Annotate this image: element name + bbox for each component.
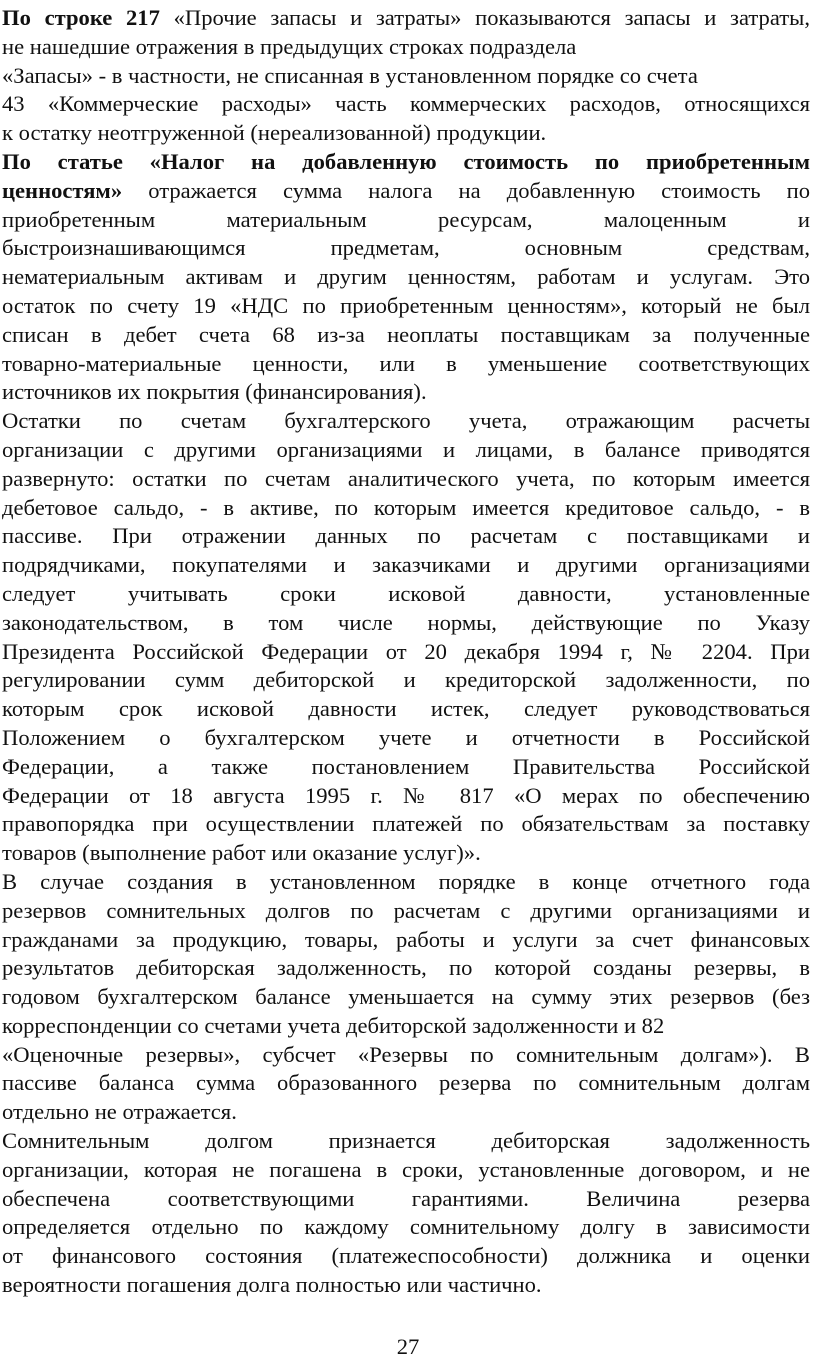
text-line: гражданами за продукцию, товары, работы и услуги за счет финансовых: [2, 926, 810, 952]
text-line: Федерации от 18 августа 1995 г. № 817 «О мерах по обеспечению: [2, 782, 810, 808]
text-line: Положением о бухгалтерском учете и отчетности в Российской: [2, 724, 810, 750]
text-line: источников их покрытия (финансирования).: [2, 379, 427, 405]
text-line: от финансового состояния (платежеспособности) должника и оценки: [2, 1243, 810, 1269]
text-line: резервов сомнительных долгов по расчетам с другими организациями и: [2, 897, 810, 923]
paragraph-doubtful-debt: [2, 1127, 810, 1300]
text-line: следует учитывать сроки исковой давности, установленные: [2, 580, 810, 606]
text-line: отдельно не отражается.: [2, 1099, 237, 1125]
text-line: не нашедшие отражения в предыдущих строках подраздела: [2, 33, 577, 59]
text-line: регулировании сумм дебиторской и кредиторской задолженности, по: [2, 667, 810, 693]
text-line: [2, 148, 810, 177]
document-body: [0, 4, 810, 1300]
text-line: корреспонденции со счетами учета дебиторской задолженности и 82: [2, 1012, 665, 1038]
page-number: 27: [396, 1334, 420, 1359]
text-line: определяется отдельно по каждому сомнительному долгу в зависимости: [2, 1214, 810, 1240]
text-line: результатов дебиторская задолженность, по которой созданы резервы, в: [2, 955, 810, 981]
text-line: к остатку неотгруженной (нереализованной) продукции.: [2, 120, 547, 146]
text-line: По строке 217 «Прочие запасы и затраты» показываются запасы и затраты,: [2, 5, 810, 30]
text-line: товаров (выполнение работ или оказание услуг)».: [2, 840, 481, 866]
text-line: организации, которая не погашена в сроки, установленные договором, и не: [2, 1156, 810, 1182]
text-line: 43 «Коммерческие расходы» часть коммерческих расходов, относящихся: [2, 91, 810, 117]
text-line: быстроизнашивающимся предметам, основным средствам,: [2, 235, 810, 261]
text-line: Сомнительным долгом признается дебиторская задолженность: [2, 1128, 810, 1154]
text-line: В случае создания в установленном порядке в конце отчетного года: [2, 868, 810, 894]
text-line: товарно-материальные ценности, или в уменьшение соответствующих: [2, 350, 810, 376]
bold-heading: ценностям»: [2, 177, 123, 203]
text-line: нематериальным активам и другим ценностям, работам и услугам. Это: [2, 264, 810, 290]
paragraph-settlements: [2, 407, 810, 868]
text-line: вероятности погашения долга полностью или частично.: [2, 1272, 542, 1298]
text-line: дебетовое сальдо, - в активе, по которым имеется кредитовое сальдо, - в: [2, 494, 810, 520]
text-line: годовом бухгалтерском балансе уменьшается на сумму этих резервов (без: [2, 984, 810, 1010]
text-line: «Запасы» - в частности, не списанная в установленном порядке со счета: [2, 62, 698, 88]
text-line: обеспечена соответствующими гарантиями. Величина резерва: [2, 1185, 810, 1211]
text-line: подрядчиками, покупателями и заказчиками и другими организациями: [2, 552, 810, 578]
text-line: правопорядка при осуществлении платежей по обязательствам за поставку: [2, 811, 810, 837]
text-line: организации с другими организациями и лицами, в балансе приводятся: [2, 436, 810, 462]
text-line: ценностям» отражается сумма налога на добавленную стоимость по: [2, 177, 810, 203]
text-line: развернуто: остатки по счетам аналитического учета, по которым имеется: [2, 465, 810, 491]
text-line: Президента Российской Федерации от 20 декабря 1994 г, № 2204. При: [2, 638, 810, 664]
paragraph-doubtful-reserves: [2, 868, 810, 1127]
text-line: которым срок исковой давности истек, следует руководствоваться: [2, 696, 810, 722]
text-line: Федерации, а также постановлением Правительства Российской: [2, 753, 810, 779]
paragraph-line-217: [2, 4, 810, 148]
text-line: списан в дебет счета 68 из-за неоплаты поставщикам за полученные: [2, 321, 810, 347]
text-line: Остатки по счетам бухгалтерского учета, отражающим расчеты: [2, 408, 810, 434]
bold-lead: По строке 217: [2, 5, 160, 30]
text-line: приобретенным материальным ресурсам, малоценным и: [2, 206, 810, 232]
text-line: пассиве. При отражении данных по расчетам с поставщиками и: [2, 523, 810, 549]
text-line: пассиве баланса сумма образованного резерва по сомнительным долгам: [2, 1070, 810, 1096]
text-line: «Оценочные резервы», субсчет «Резервы по сомнительным долгам»). В: [2, 1041, 810, 1067]
bold-heading: По статье «Налог на добавленную стоимость по приобретенным: [2, 148, 810, 174]
text-line: остаток по счету 19 «НДС по приобретенным ценностям», который не был: [2, 292, 810, 318]
text-line: законодательством, в том числе нормы, действующие по Указу: [2, 609, 810, 635]
paragraph-vat: [2, 148, 810, 407]
